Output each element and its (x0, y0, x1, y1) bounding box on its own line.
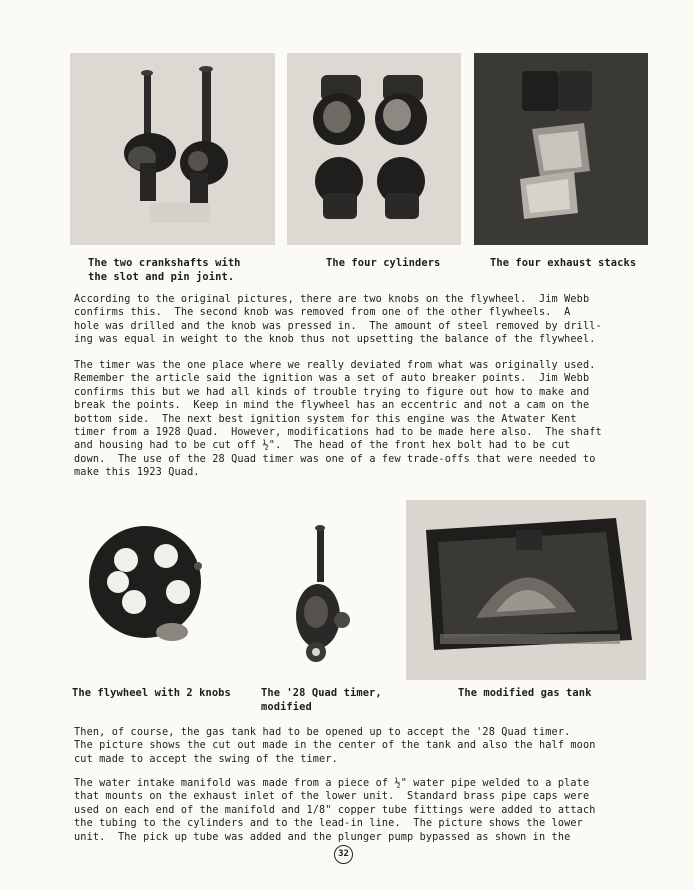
caption-timer: The '28 Quad timer, modified (261, 687, 382, 713)
paragraph-flywheel-knobs: According to the original pictures, there are two knobs on the flywheel. Jim Webb confirms this. The second knob was removed from one of the other flywheels. A hole was drilled and the knob was pressed in. The amount of steel removed by drill- ing was equal in weight to the knob thus not upsetting the balance of the flywheel. (74, 294, 602, 346)
photo-crankshafts (70, 53, 275, 245)
paragraph-gas-tank: Then, of course, the gas tank had to be opened up to accept the '28 Quad timer. The picture shows the cut out made in the center of the tank and also the half moon cut made to accept the swing of the timer. (74, 727, 596, 765)
photo-cylinders (287, 53, 461, 245)
caption-crankshafts: The two crankshafts with the slot and pin joint. (88, 257, 241, 283)
page-number: 32 (334, 845, 353, 864)
photo-flywheel (80, 520, 210, 655)
caption-flywheel: The flywheel with 2 knobs (72, 687, 231, 699)
caption-cylinders: The four cylinders (326, 257, 441, 269)
caption-exhaust-stacks: The four exhaust stacks (490, 257, 637, 269)
caption-gas-tank: The modified gas tank (458, 687, 592, 699)
photo-exhaust-stacks (474, 53, 648, 245)
paragraph-water-manifold: The water intake manifold was made from a piece of ½" water pipe welded to a plate that mounts on the exhaust inlet of the lower unit. Standard brass pipe caps were used on each end of the manifold and 1/8" copper tube fittings were added to attach the tubing to the cylinders and to the lead-in line. The picture shows the lower unit. The pick up tube was added and the plunger pump bypassed as shown in the (74, 778, 596, 843)
paragraph-timer: The timer was the one place where we really deviated from what was originally used. Remember the article said the ignition was a set of auto breaker points. Jim Webb confirms this but we had all kinds of trouble trying to figure out how to make and break the points. Keep in mind the flywheel has an eccentric and not a cam on the bottom side. The next best ignition system for this engine was the Atwater Kent timer from a 1928 Quad. However, modifications had to be made here also. The shaft and housing had to be cut off ½". The head of the front hex bolt had to be cut down. The use of the 28 Quad timer was one of a few trade-offs that were needed to make this 1923 Quad. (74, 360, 602, 479)
photo-timer (280, 520, 360, 670)
photo-gas-tank (406, 500, 646, 680)
